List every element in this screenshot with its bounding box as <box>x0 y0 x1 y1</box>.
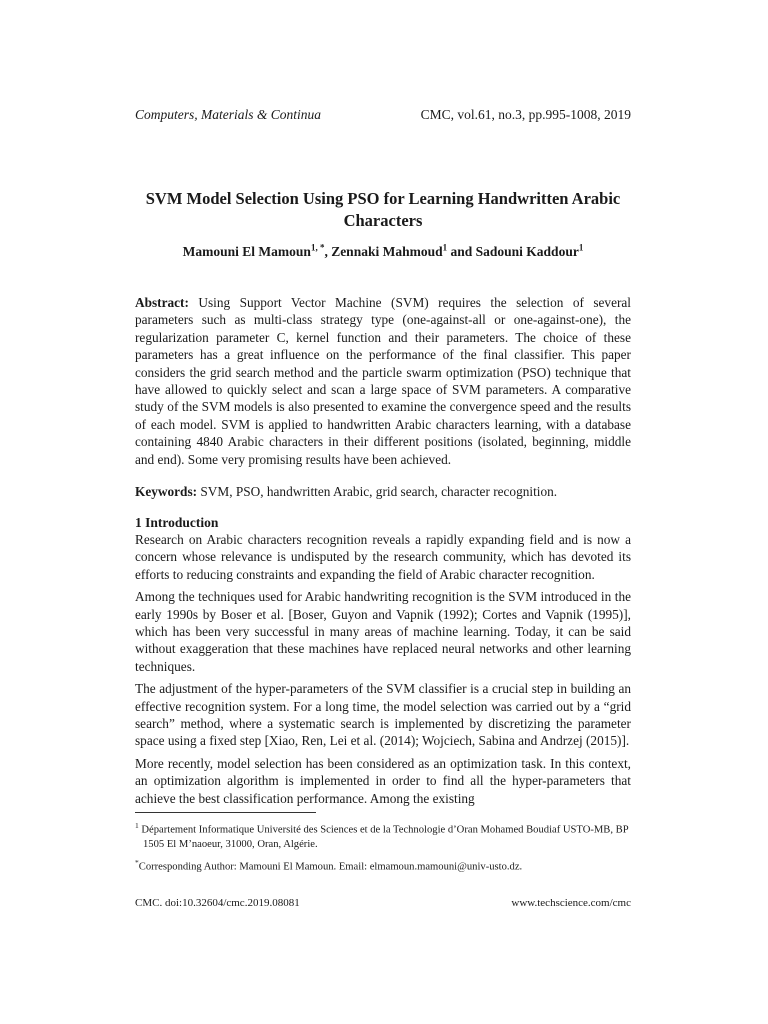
paragraph: Among the techniques used for Arabic handwriting recognition is the SVM introduced in the early 1990s by Boser et al. [Boser, Guyon and Vapnik (1992); Cortes and Vapnik (1995)], which has been very successful in many areas of machine learning. Today, it can be said without exaggeration that these machines have replaced neural networks and other learning techniques. <box>135 589 631 674</box>
footnotes <box>135 819 631 878</box>
author-affiliation-mark: 1, * <box>310 242 325 253</box>
paragraph: The adjustment of the hyper-parameters of the SVM classifier is a crucial step in building an effective recognition system. For a long time, the model selection was carried out by a “grid search” method, where a systematic search is implemented by discretizing the parameter space using a fixed step [Xiao, Ren, Lei et al. (2014); Wojciech, Sabina and Andrzej (2015)]. <box>135 681 631 749</box>
abstract <box>135 294 631 468</box>
keywords <box>135 483 631 500</box>
footnote-text: Département Informatique Université des Sciences et de la Technologie d’Oran Mohamed Boudiaf USTO-MB, BP 1505 El M’naoeur, 31000, Oran, Algérie. <box>138 824 629 850</box>
paragraph: Research on Arabic characters recognition reveals a rapidly expanding field and is now a concern whose relevance is undisputed by the research community, which has devoted its efforts to reducing constraints and expanding the field of Arabic character recognition. <box>135 532 631 582</box>
page-footer <box>135 896 631 910</box>
author-name: Sadouni Kaddour <box>475 244 579 259</box>
introduction-body <box>135 531 631 812</box>
paragraph: More recently, model selection has been considered as an optimization task. In this context, an optimization algorithm is implemented in order to find all the hyper-parameters that achieve the best classification performance. Among the existing <box>135 755 631 806</box>
author-name: Mamouni El Mamoun <box>182 244 311 259</box>
paper-page <box>135 0 631 1024</box>
journal-url[interactable]: www.techscience.com/cmc <box>511 897 631 909</box>
journal-name: Computers, Materials & Continua <box>135 107 322 122</box>
author-affiliation-mark: 1 <box>442 242 448 253</box>
keywords-label: Keywords: <box>135 484 198 499</box>
running-header <box>135 106 631 124</box>
footnote-mark: 1 <box>135 821 139 830</box>
footnote-mark: * <box>135 857 139 867</box>
author-name: Zennaki Mahmoud <box>331 244 443 259</box>
footnote-affiliation <box>135 819 631 852</box>
footnote-text: Corresponding Author: Mamouni El Mamoun. Email: elmamoun.mamouni@univ-usto.dz. <box>138 861 523 873</box>
author-affiliation-mark: 1 <box>578 242 584 253</box>
author-list <box>135 243 631 261</box>
footnote-corresponding <box>135 856 631 875</box>
author-separator: and <box>447 244 476 259</box>
keywords-text: SVM, PSO, handwritten Arabic, grid search, character recognition. <box>200 484 558 499</box>
journal-citation: CMC, vol.61, no.3, pp.995-1008, 2019 <box>420 107 631 122</box>
abstract-text: Using Support Vector Machine (SVM) requires the selection of several parameters such as multi-class strategy type (one-against-all or one-against-one), the regularization parameter C, kernel function and their parameters. The choice of these parameters has a great influence on the performance of the final classifier. This paper considers the grid search method and the particle swarm optimization (PSO) technique that have allowed to quickly select and scan a large space of SVM parameters. A comparative study of the SVM models is also presented to examine the convergence speed and the results of each model. SVM is applied to handwritten Arabic characters learning, with a database containing 4840 Arabic characters in their different positions (isolated, beginning, middle and end). Some very promising results have been achieved. <box>135 295 631 467</box>
author-separator: , <box>324 244 332 259</box>
section-heading-introduction: 1 Introduction <box>135 515 219 530</box>
paper-title: SVM Model Selection Using PSO for Learning Handwritten Arabic Characters <box>145 189 621 230</box>
abstract-label: Abstract: <box>135 295 189 310</box>
footnote-divider <box>135 812 316 813</box>
doi-text: CMC. doi:10.32604/cmc.2019.08081 <box>135 897 300 909</box>
